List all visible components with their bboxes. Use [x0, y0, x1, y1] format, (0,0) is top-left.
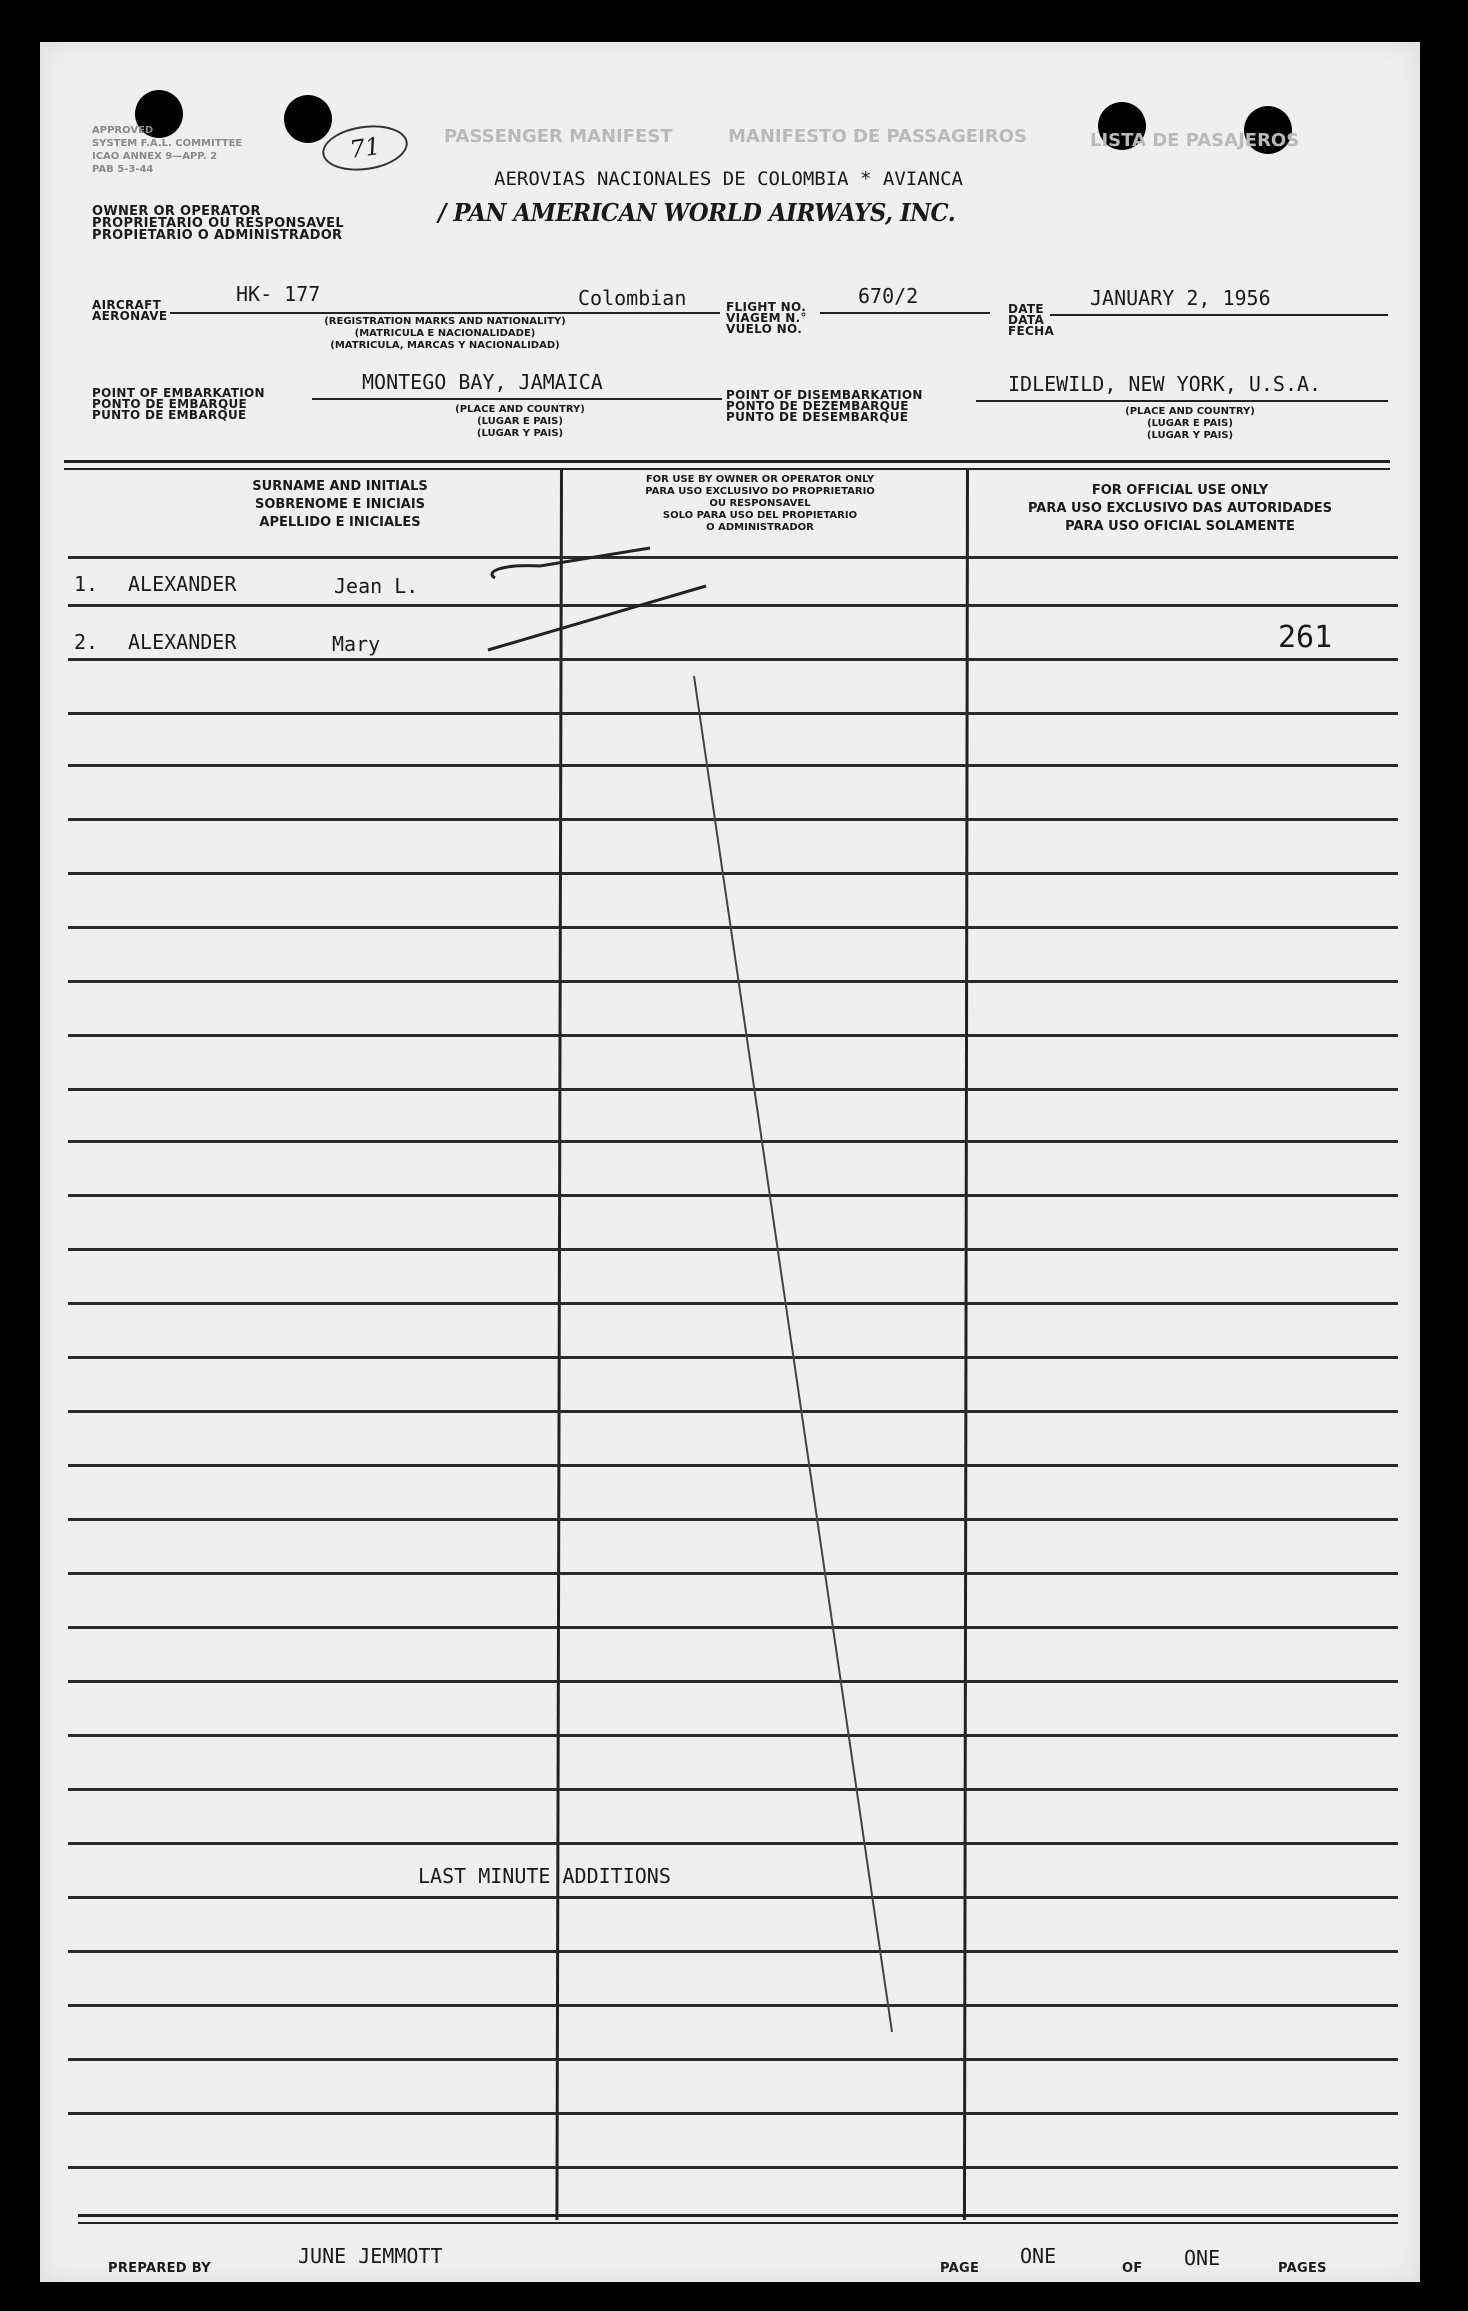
row-rule: [68, 1626, 1398, 1629]
row-rule: [68, 2058, 1398, 2061]
row-rule: [68, 1842, 1398, 1845]
title-passenger-manifest: PASSENGER MANIFEST: [444, 126, 673, 147]
row-rule: [68, 712, 1398, 715]
row-rule: [68, 1302, 1398, 1305]
row-rule: [68, 2112, 1398, 2115]
aircraft-value: HK- 177: [236, 282, 321, 306]
row-rule: [68, 658, 1398, 661]
title-manifesto: MANIFESTO DE PASSAGEIROS: [728, 126, 1027, 147]
flight-underline: [820, 312, 990, 314]
row-rule: [68, 1680, 1398, 1683]
footer-rule: [78, 2214, 1398, 2217]
row-rule: [68, 1896, 1398, 1899]
row-rule: [68, 1950, 1398, 1953]
row-rule: [68, 604, 1398, 607]
row-rule: [68, 1464, 1398, 1467]
row-rule: [68, 1356, 1398, 1359]
passenger-2-number: 2.: [74, 630, 99, 654]
row-rule: [68, 872, 1398, 875]
passenger-1-number: 1.: [74, 572, 99, 596]
row-rule: [68, 1518, 1398, 1521]
official-number: 261: [1278, 620, 1333, 655]
owner-column-header: FOR USE BY OWNER OR OPERATOR ONLY PARA USO EXCLUSIVO DO PROPRIETARIO OU RESPONSAVEL SOLO PARA USO DEL PROPIETARIO O ADMINISTRADOR: [645, 474, 875, 533]
row-rule: [68, 926, 1398, 929]
flight-no-value: 670/2: [858, 284, 919, 308]
disembarkation-value: IDLEWILD, NEW YORK, U.S.A.: [1008, 372, 1322, 396]
date-value: JANUARY 2, 1956: [1090, 286, 1271, 310]
disembark-place-note: (PLACE AND COUNTRY) (LUGAR E PAIS) (LUGAR Y PAIS): [1125, 406, 1255, 441]
operator-line-2: / PAN AMERICAN WORLD AIRWAYS, INC.: [438, 198, 956, 227]
page-label: PAGE: [940, 2261, 980, 2276]
row-rule: [68, 1410, 1398, 1413]
row-rule: [68, 1194, 1398, 1197]
footer-rule-2: [78, 2222, 1398, 2224]
passenger-2-surname: ALEXANDER: [128, 630, 237, 654]
passenger-1-given: Jean L.: [334, 574, 419, 598]
nationality-value: Colombian: [578, 286, 687, 310]
disembark-underline: [976, 400, 1388, 402]
aircraft-underline: [170, 312, 720, 314]
flight-no-label: FLIGHT NO. VIAGEM N.° VUELO NO.: [726, 300, 807, 336]
date-underline: [1050, 314, 1388, 316]
registration-note: (REGISTRATION MARKS AND NATIONALITY) (MATRICULA E NACIONALIDADE) (MATRICULA, MARCAS Y NACIONALIDAD): [324, 316, 566, 351]
row-rule: [68, 1088, 1398, 1091]
page-stamp: 71: [319, 120, 410, 176]
row-rule: [68, 980, 1398, 983]
row-rule: [68, 2004, 1398, 2007]
row-rule: [68, 556, 1398, 559]
row-rule: [68, 2166, 1398, 2169]
embark-underline: [312, 398, 722, 400]
of-label: OF: [1122, 2261, 1143, 2276]
approval-line: SYSTEM F.A.L. COMMITTEE: [92, 138, 243, 149]
pages-value: ONE: [1184, 2246, 1221, 2270]
row-rule: [68, 1140, 1398, 1143]
title-lista: LISTA DE PASAJEROS: [1090, 130, 1300, 151]
last-minute-additions-label: LAST MINUTE ADDITIONS: [418, 1864, 671, 1888]
pages-label: PAGES: [1278, 2261, 1327, 2276]
row-rule: [68, 1248, 1398, 1251]
name-column-header: SURNAME AND INITIALS SOBRENOME E INICIAIS APELLIDO E INICIALES: [252, 479, 428, 530]
embark-place-note: (PLACE AND COUNTRY) (LUGAR E PAIS) (LUGAR Y PAIS): [455, 404, 585, 439]
approval-line: PAB 5-3-44: [92, 164, 154, 175]
row-rule: [68, 764, 1398, 767]
approval-block: [92, 124, 242, 176]
date-label: DATE DATA FECHA: [1008, 302, 1055, 338]
operator-line-1: AEROVIAS NACIONALES DE COLOMBIA * AVIANCA: [494, 168, 963, 190]
row-rule: [68, 1788, 1398, 1791]
prepared-by-value: JUNE JEMMOTT: [298, 2244, 443, 2268]
embarkation-label: POINT OF EMBARKATION PONTO DE EMBARQUE PUNTO DE EMBARQUE: [92, 386, 265, 422]
approval-line: APPROVED: [92, 125, 154, 136]
table-top-rule-2: [64, 468, 1390, 470]
row-rule: [68, 1734, 1398, 1737]
row-rule: [68, 1034, 1398, 1037]
disembarkation-label: POINT OF DISEMBARKATION PONTO DE DEZEMBARQUE PUNTO DE DESEMBARQUE: [726, 388, 923, 424]
page-value: ONE: [1020, 2244, 1057, 2268]
table-top-rule: [64, 460, 1390, 463]
passenger-2-given: Mary: [332, 632, 381, 656]
prepared-by-label: PREPARED BY: [108, 2261, 211, 2276]
passenger-1-surname: ALEXANDER: [128, 572, 237, 596]
official-column-header: FOR OFFICIAL USE ONLY PARA USO EXCLUSIVO DAS AUTORIDADES PARA USO OFICIAL SOLAMENTE: [1027, 483, 1333, 534]
embarkation-value: MONTEGO BAY, JAMAICA: [362, 370, 603, 394]
punch-hole: [284, 95, 332, 143]
aircraft-label: AIRCRAFT AERONAVE: [92, 298, 168, 323]
owner-operator-labels: OWNER OR OPERATOR PROPRIETARIO OU RESPONSAVEL PROPIETARIO O ADMINISTRADOR: [92, 204, 344, 243]
row-rule: [68, 818, 1398, 821]
row-rule: [68, 1572, 1398, 1575]
approval-line: ICAO ANNEX 9—APP. 2: [92, 151, 218, 162]
